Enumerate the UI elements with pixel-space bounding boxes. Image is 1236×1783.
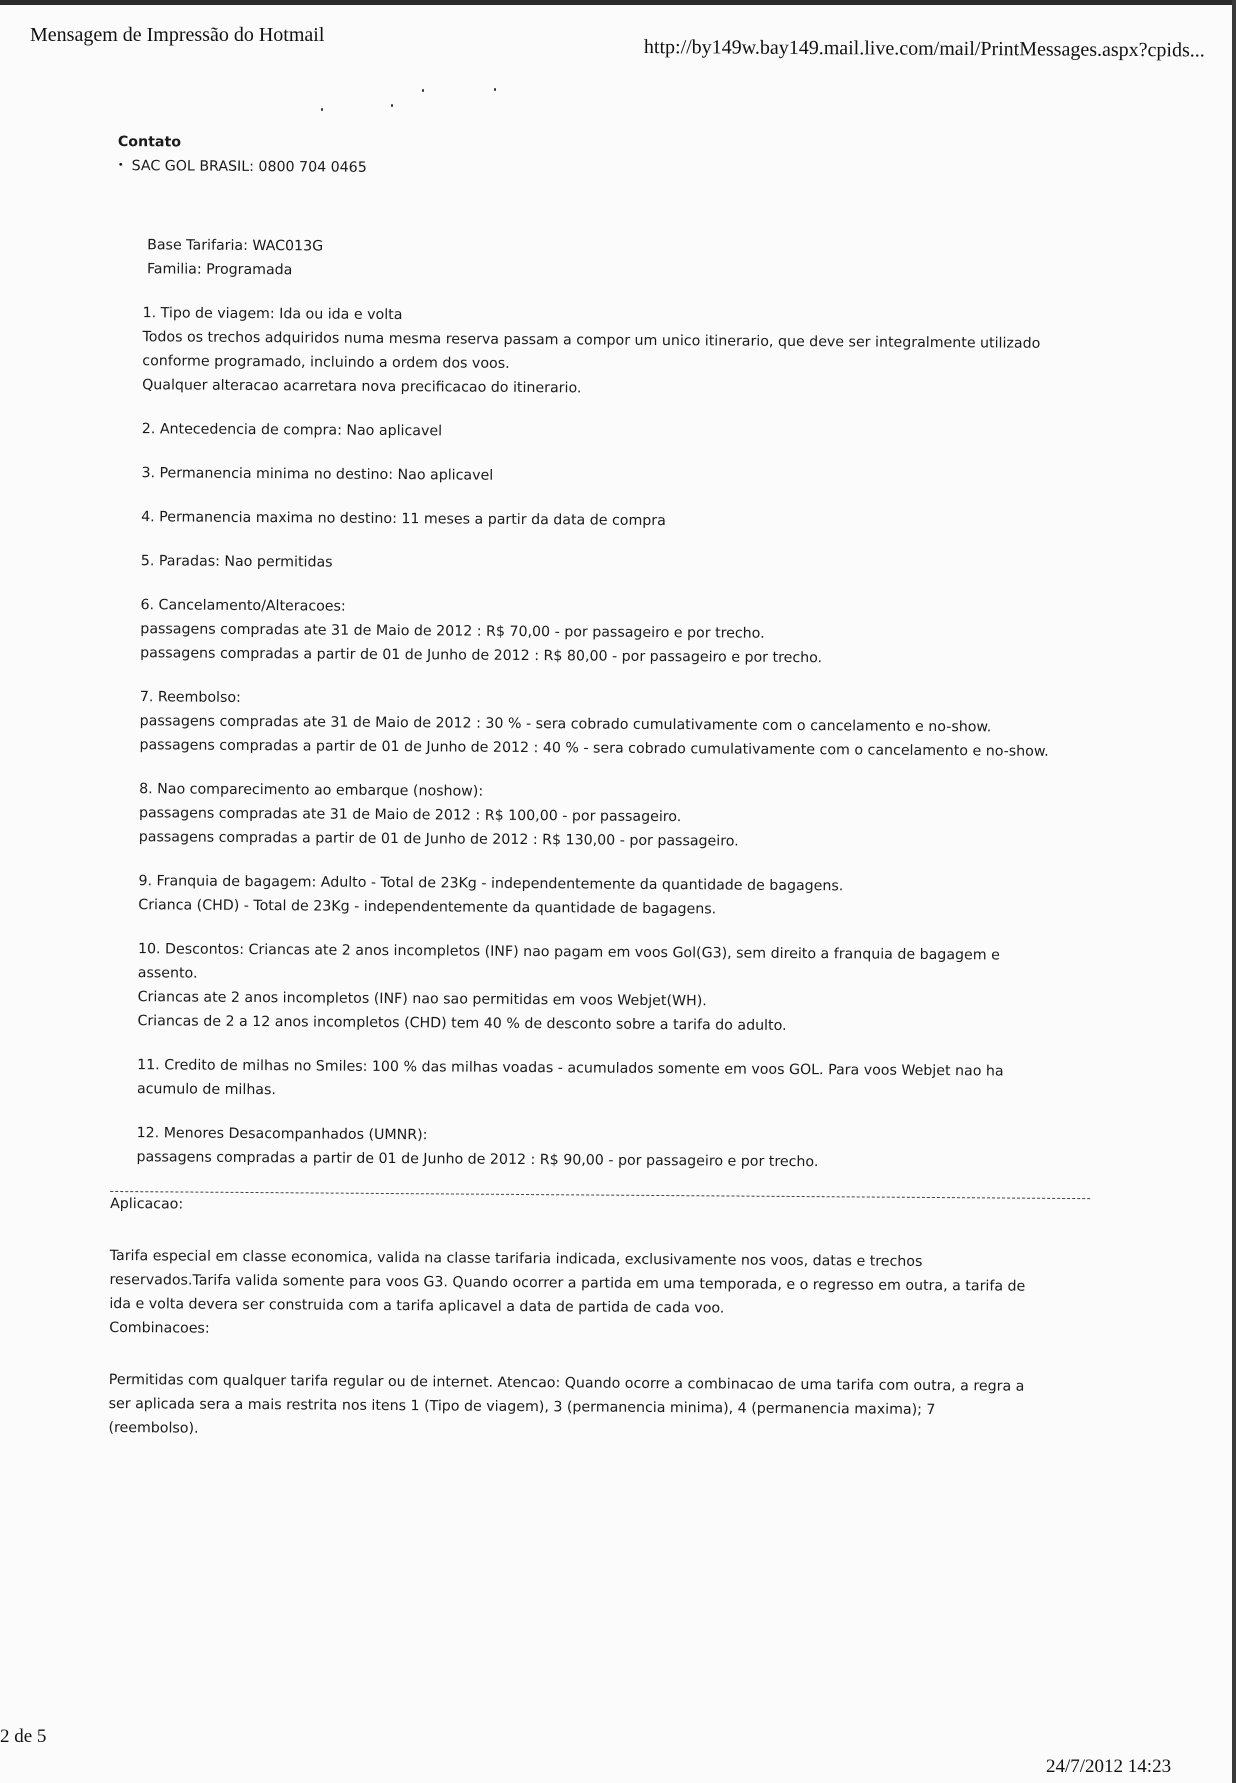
rule-line: passagens compradas ate 31 de Maio de 2012 : 30 % - sera cobrado cumulativamente com o cancelamento e no-show. — [139, 713, 992, 736]
rule-heading: 5. Paradas: Nao permitidas — [140, 553, 333, 571]
rule-line: passagens compradas a partir de 01 de Junho de 2012 : 40 % - sera cobrado cumulativamente com o cancelamento e no-show. — [139, 737, 1049, 760]
rule-heading: 6. Cancelamento/Alteracoes: — [140, 597, 346, 615]
contato-text: SAC GOL BRASIL: 0800 704 0465 — [131, 158, 367, 176]
rule-line: Todos os trechos adquiridos numa mesma reserva passam a compor um unico itinerario, que deve ser integralmente utilizado — [142, 329, 1041, 352]
rule-heading: 9. Franquia de bagagem: Adulto - Total de 23Kg - independentemente da quantidade de bagagens. — [138, 873, 844, 895]
rule-item — [137, 937, 1092, 1040]
rule-heading: 4. Permanencia maxima no destino: 11 meses a partir da data de compra — [141, 509, 666, 530]
rule-item — [139, 777, 1094, 856]
base-tarifaria-block — [147, 233, 1097, 288]
familia: Familia: Programada — [146, 261, 293, 279]
scan-top-edge — [0, 0, 1236, 5]
rule-line: Qualquer alteracao acarretara nova precificacao do itinerario. — [142, 377, 582, 397]
rule-line: passagens compradas a partir de 01 de Junho de 2012 : R$ 80,00 - por passageiro e por trecho. — [140, 645, 823, 667]
scan-right-edge — [1232, 0, 1236, 1783]
speck — [422, 89, 424, 92]
rule-item — [137, 1053, 1091, 1108]
rule-heading: 8. Nao comparecimento ao embarque (noshow): — [139, 781, 484, 800]
rule-line: passagens compradas ate 31 de Maio de 2012 : R$ 70,00 - por passageiro e por trecho. — [140, 621, 765, 642]
combinacoes-label: Combinacoes: — [109, 1319, 210, 1337]
rule-line: passagens compradas a partir de 01 de Junho de 2012 : R$ 130,00 - por passageiro. — [138, 829, 739, 850]
combinacoes-line: (reembolso). — [108, 1419, 199, 1437]
bullet-icon: • — [117, 159, 124, 172]
rule-heading: 7. Reembolso: — [139, 689, 241, 706]
rule-item — [136, 1121, 1090, 1176]
rule-line: passagens compradas ate 31 de Maio de 2012 : R$ 100,00 - por passageiro. — [138, 805, 682, 826]
rule-item — [142, 301, 1097, 404]
speck — [494, 88, 496, 91]
rule-line: passagens compradas a partir de 01 de Junho de 2012 : R$ 90,00 - por passageiro e por trecho. — [136, 1149, 819, 1171]
print-header-title: Mensagem de Impressão do Hotmail — [30, 24, 325, 46]
message-body — [108, 130, 1098, 1447]
rule-item — [139, 685, 1094, 764]
aplicacao-line: ida e volta devera ser construida com a tarifa aplicavel a data de partida de cada voo. — [109, 1295, 725, 1317]
rule-item — [141, 549, 1095, 580]
rule-heading: 11. Credito de milhas no Smiles: 100 % das milhas voadas - acumulados somente em voos GOL. Para voos Webjet nao ha — [137, 1057, 1004, 1080]
aplicacao-line: reservados.Tarifa valida somente para voos G3. Quando ocorrer a partida em uma temporada, e o regresso em outra, a tarifa de — [109, 1271, 1026, 1295]
rule-item — [142, 417, 1096, 448]
rule-line: assento. — [137, 965, 198, 982]
rule-heading: 3. Permanencia minima no destino: Nao aplicavel — [141, 465, 494, 484]
rule-line: acumulo de milhas. — [136, 1081, 276, 1099]
print-datetime: 24/7/2012 14:23 — [1046, 1756, 1172, 1777]
rule-heading: 1. Tipo de viagem: Ida ou ida e volta — [142, 305, 403, 324]
rule-item — [141, 461, 1095, 492]
aplicacao-line: Tarifa especial em classe economica, valida na classe tarifaria indicada, exclusivamente nos voos, datas e trechos — [109, 1247, 923, 1270]
rule-item — [138, 869, 1092, 924]
rule-heading: 12. Menores Desacompanhados (UMNR): — [136, 1125, 428, 1144]
combinacoes-line: Permitidas com qualquer tarifa regular ou de internet. Atencao: Quando ocorre a combinacao de uma tarifa com outra, a regra a — [108, 1371, 1025, 1395]
print-header-url: http://by149w.bay149.mail.live.com/mail/PrintMessages.aspx?cpids... — [643, 36, 1205, 62]
rule-heading: 10. Descontos: Criancas ate 2 anos incompletos (INF) nao pagam em voos Gol(G3), sem direito a franquia de bagagem e — [137, 941, 1000, 964]
rule-line: conforme programado, incluindo a ordem dos voos. — [142, 353, 510, 372]
aplicacao-text — [109, 1244, 1090, 1323]
speck — [391, 104, 393, 107]
rule-item — [140, 593, 1095, 672]
rules-list — [136, 301, 1096, 1176]
rule-heading: 2. Antecedencia de compra: Nao aplicavel — [141, 421, 443, 440]
combinacoes-text — [108, 1368, 1089, 1447]
speck — [321, 108, 323, 111]
base-tarifaria: Base Tarifaria: WAC013G — [147, 237, 324, 255]
rule-line: Crianca (CHD) - Total de 23Kg - independentemente da quantidade de bagagens. — [138, 897, 717, 918]
rule-line: Criancas de 2 a 12 anos incompletos (CHD) tem 40 % de desconto sobre a tarifa do adulto. — [137, 1013, 787, 1034]
combinacoes-line: ser aplicada sera a mais restrita nos itens 1 (Tipo de viagem), 3 (permanencia minima), 4 (permanencia maxima); 7 — [108, 1395, 936, 1419]
contato-heading: Contato — [117, 133, 182, 151]
page-number: 2 de 5 — [0, 1726, 47, 1747]
rule-item — [141, 505, 1095, 536]
aplicacao-label: Aplicacao: — [110, 1195, 184, 1213]
rule-line: Criancas ate 2 anos incompletos (INF) nao sao permitidas em voos Webjet(WH). — [137, 989, 707, 1010]
